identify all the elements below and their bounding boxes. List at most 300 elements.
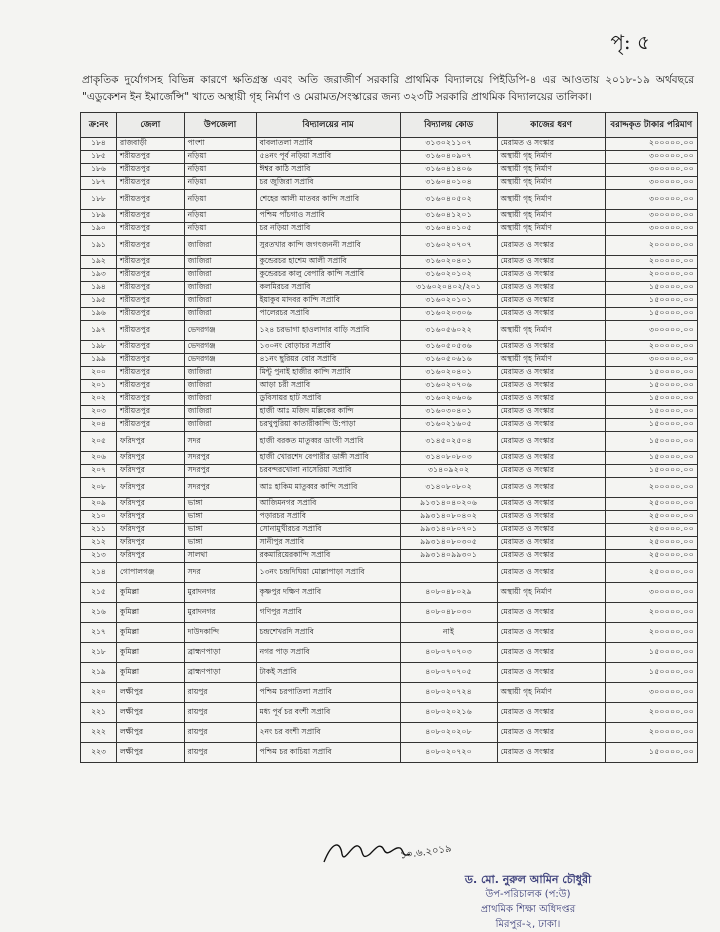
table-row <box>81 354 698 367</box>
table-row <box>81 138 698 151</box>
table-row <box>81 683 698 703</box>
row-serial: ২০৪ <box>81 419 117 432</box>
row-school-name: ঈশ্বর কাঠি সপ্রাবি <box>256 164 400 177</box>
row-work-type: মেরামত ও সংস্কার <box>497 432 605 452</box>
row-serial: ১৮৯ <box>81 210 117 223</box>
row-serial: ২১৯ <box>81 663 117 683</box>
row-district: শরীয়তপুর <box>117 367 185 380</box>
row-serial: ২২২ <box>81 723 117 743</box>
table-row <box>81 190 698 210</box>
row-upazila: নড়িয়া <box>184 190 256 210</box>
row-district: শরীয়তপুর <box>117 236 185 256</box>
row-work-type: মেরামত ও সংস্কার <box>497 603 605 623</box>
row-school-code: ৯১৩১৪০৪০২০৬ <box>400 498 497 511</box>
table-header-row <box>81 113 698 138</box>
row-serial: ১৯৪ <box>81 282 117 295</box>
row-amount: ৩০০০০০.০০ <box>605 354 697 367</box>
row-district: কুমিল্লা <box>117 623 185 643</box>
row-work-type: মেরামত ও সংস্কার <box>497 269 605 282</box>
row-school-name: হাজী আঃ মজিদ মল্লিকের কান্দি <box>256 406 400 419</box>
row-work-type: মেরামত ও সংস্কার <box>497 623 605 643</box>
row-work-type: মেরামত ও সংস্কার <box>497 743 605 763</box>
row-school-code: ৩১৬০৪০১০৫ <box>400 223 497 236</box>
table-row <box>81 498 698 511</box>
row-upazila: জাজিরা <box>184 282 256 295</box>
row-amount: ৩০০০০০.০০ <box>605 683 697 703</box>
row-work-type: মেরামত ও সংস্কার <box>497 380 605 393</box>
row-school-code: ৩১৬০৪১৪০৬ <box>400 164 497 177</box>
row-amount: ৩০০০০০.০০ <box>605 210 697 223</box>
row-school-name: ১৩নং চন্দ্রদিঘিয়া মোল্লাপাড়া সপ্রাবি <box>256 563 400 583</box>
row-school-code <box>400 563 497 583</box>
row-district: লক্ষীপুর <box>117 683 185 703</box>
row-school-name: মধ্য পূর্ব চর বংশী সপ্রাবি <box>256 703 400 723</box>
row-amount: ২৫০০০০.০০ <box>605 537 697 550</box>
row-amount: ২০০০০০.০০ <box>605 138 697 151</box>
table-row <box>81 478 698 498</box>
row-amount: ২০০০০০.০০ <box>605 236 697 256</box>
row-work-type: মেরামত ও সংস্কার <box>497 341 605 354</box>
table-row <box>81 282 698 295</box>
row-school-code: ৪০৮০২০২১৬ <box>400 703 497 723</box>
row-work-type: মেরামত ও সংস্কার <box>497 643 605 663</box>
row-upazila: নড়িয়া <box>184 223 256 236</box>
row-district: গোপালগঞ্জ <box>117 563 185 583</box>
row-amount: ১৫০০০০.০০ <box>605 295 697 308</box>
row-amount: ১৫০০০০.০০ <box>605 432 697 452</box>
row-amount: ২৫০০০০.০০ <box>605 511 697 524</box>
row-work-type: মেরামত ও সংস্কার <box>497 550 605 563</box>
row-work-type: মেরামত ও সংস্কার <box>497 703 605 723</box>
row-district: শরীয়তপুর <box>117 151 185 164</box>
row-school-code: ৩১৪০৮০৮০৩ <box>400 452 497 465</box>
table-row <box>81 164 698 177</box>
row-district: শরীয়তপুর <box>117 269 185 282</box>
table-row <box>81 663 698 683</box>
row-work-type: অস্থায়ী গৃহ নির্মাণ <box>497 210 605 223</box>
row-amount: ২৫০০০০.০০ <box>605 550 697 563</box>
row-work-type: অস্থায়ী গৃহ নির্মাণ <box>497 683 605 703</box>
row-school-name: টাকই সপ্রাবি <box>256 663 400 683</box>
row-school-name: পশ্চিম চর কাচিয়া সপ্রাবি <box>256 743 400 763</box>
row-amount: ৩০০০০০.০০ <box>605 583 697 603</box>
row-work-type: মেরামত ও সংস্কার <box>497 406 605 419</box>
row-district: ফরিদপুর <box>117 498 185 511</box>
row-school-code: ৩১৬০২০৩০৬ <box>400 308 497 321</box>
row-serial: ২১৩ <box>81 550 117 563</box>
row-school-name: ১২৪ চরভাগা হাওলাদার বাড়ি সপ্রাবি <box>256 321 400 341</box>
row-upazila: জাজিরা <box>184 295 256 308</box>
row-school-code: ৩১৬০৪০৫০২ <box>400 190 497 210</box>
row-school-name: চর নড়িয়া সপ্রাবি <box>256 223 400 236</box>
row-upazila: ভেদরগঞ্জ <box>184 354 256 367</box>
row-serial: ২০৬ <box>81 452 117 465</box>
row-upazila: ভেদরগঞ্জ <box>184 341 256 354</box>
row-district: শরীয়তপুর <box>117 256 185 269</box>
row-work-type: অস্থায়ী গৃহ নির্মাণ <box>497 190 605 210</box>
row-upazila: সদর <box>184 563 256 583</box>
signature-date: ১০.৬.২০১৯ <box>399 843 453 862</box>
table-row <box>81 177 698 190</box>
row-upazila: জাজিরা <box>184 406 256 419</box>
row-amount: ১৫০০০০.০০ <box>605 367 697 380</box>
row-work-type: মেরামত ও সংস্কার <box>497 563 605 583</box>
row-district: শরীয়তপুর <box>117 223 185 236</box>
table-row <box>81 256 698 269</box>
stamp-name: ড. মো. নুরুল আমিন চৌধুরী <box>464 873 592 886</box>
row-district: লক্ষীপুর <box>117 703 185 723</box>
row-district: শরীয়তপুর <box>117 190 185 210</box>
row-upazila: জাজিরা <box>184 367 256 380</box>
row-work-type: অস্থায়ী গৃহ নির্মাণ <box>497 151 605 164</box>
table-row <box>81 603 698 623</box>
table-row <box>81 743 698 763</box>
row-school-code: ৩১৬০৩০৪০১ <box>400 406 497 419</box>
row-school-name: ইয়াকুব মাদবর কান্দি সপ্রাবি <box>256 295 400 308</box>
table-row <box>81 406 698 419</box>
row-district: লক্ষীপুর <box>117 723 185 743</box>
table-row <box>81 151 698 164</box>
row-district: রাজবাড়ী <box>117 138 185 151</box>
row-serial: ২০১ <box>81 380 117 393</box>
row-serial: ১৯৫ <box>81 295 117 308</box>
row-school-code: ৯৯৩১৪০৮০৭০১ <box>400 524 497 537</box>
row-amount: ২০০০০০.০০ <box>605 623 697 643</box>
row-school-code: ৯৯৩১৪০৯৯৩০১ <box>400 550 497 563</box>
row-school-name: আজিমনগর সপ্রাবি <box>256 498 400 511</box>
row-serial: ২১০ <box>81 511 117 524</box>
row-school-code: ৩১৪৫০২৫০৪ <box>400 432 497 452</box>
row-amount: ৩০০০০০.০০ <box>605 164 697 177</box>
row-school-name: হাজী খোরশেদ বেপারীর ডাঙ্গী সপ্রাবি <box>256 452 400 465</box>
row-serial: ১৮৬ <box>81 164 117 177</box>
row-school-code: ৩১৬০২০১০১ <box>400 295 497 308</box>
row-school-code: ৩১৬০৪০১০৪ <box>400 177 497 190</box>
row-school-code: ৪০৮০৭০৭০৩ <box>400 643 497 663</box>
row-school-name: ডুবিসায়র হাট সপ্রাবি <box>256 393 400 406</box>
row-amount: ১৫০০০০.০০ <box>605 380 697 393</box>
row-work-type: মেরামত ও সংস্কার <box>497 723 605 743</box>
row-school-name: বাবলাতলা সপ্রাবি <box>256 138 400 151</box>
row-school-name: সানীপুর সপ্রাবি <box>256 537 400 550</box>
row-work-type: অস্থায়ী গৃহ নির্মাণ <box>497 223 605 236</box>
row-upazila: ভাঙ্গা <box>184 498 256 511</box>
row-district: শরীয়তপুর <box>117 341 185 354</box>
table-row <box>81 583 698 603</box>
row-school-code: ৩১৬০৫০৫৩৬ <box>400 341 497 354</box>
row-school-code: ৩১৬০২০৪০১ <box>400 256 497 269</box>
row-district: শরীয়তপুর <box>117 282 185 295</box>
row-work-type: মেরামত ও সংস্কার <box>497 393 605 406</box>
table-row <box>81 295 698 308</box>
row-amount: ২০০০০০.০০ <box>605 703 697 723</box>
row-work-type: মেরামত ও সংস্কার <box>497 465 605 478</box>
row-school-code: ৩১৬০৪০৯০৭ <box>400 151 497 164</box>
row-serial: ২২১ <box>81 703 117 723</box>
table-row <box>81 465 698 478</box>
row-district: শরীয়তপুর <box>117 308 185 321</box>
table-row <box>81 393 698 406</box>
row-school-code: ৩১৬০২০১০২ <box>400 269 497 282</box>
row-work-type: অস্থায়ী গৃহ নির্মাণ <box>497 583 605 603</box>
row-work-type: অস্থায়ী গৃহ নির্মাণ <box>497 164 605 177</box>
row-amount: ১৫০০০০.০০ <box>605 308 697 321</box>
row-school-name: হাজী বরকত মাতুব্বর ডাংগী সপ্রাবি <box>256 432 400 452</box>
row-serial: ২১৮ <box>81 643 117 663</box>
row-serial: ২০৭ <box>81 465 117 478</box>
row-school-name: ৪১নং ছুরিয়র বোর সপ্রাবি <box>256 354 400 367</box>
table-row <box>81 524 698 537</box>
row-upazila: ব্রাহ্মণপাড়া <box>184 663 256 683</box>
row-amount: ২৫০০০০.০০ <box>605 498 697 511</box>
row-district: কুমিল্লা <box>117 583 185 603</box>
row-school-name: শেহের আলী মাতবর কান্দি সপ্রাবি <box>256 190 400 210</box>
table-row <box>81 452 698 465</box>
row-amount: ৩০০০০০.০০ <box>605 190 697 210</box>
row-district: ফরিদপুর <box>117 511 185 524</box>
row-school-name: ২নং চর বংশী সপ্রাবি <box>256 723 400 743</box>
row-school-name: কলমিরচর সপ্রাবি <box>256 282 400 295</box>
row-amount: ২০০০০০.০০ <box>605 478 697 498</box>
row-school-code: ৩১৪০৮০৮০২ <box>400 478 497 498</box>
row-school-name: গণিপুর সপ্রাবি <box>256 603 400 623</box>
row-amount: ১৫০০০০.০০ <box>605 393 697 406</box>
row-serial: ২০৮ <box>81 478 117 498</box>
row-amount: ১৫০০০০.০০ <box>605 663 697 683</box>
row-school-code: ৩১৬০২১৬০৫ <box>400 419 497 432</box>
row-work-type: মেরামত ও সংস্কার <box>497 524 605 537</box>
row-school-name: চর জুজিরা সপ্রাবি <box>256 177 400 190</box>
row-upazila: জাজিরা <box>184 393 256 406</box>
row-upazila: সদরপুর <box>184 452 256 465</box>
row-district: ফরিদপুর <box>117 550 185 563</box>
row-upazila: সদরপুর <box>184 465 256 478</box>
row-amount: ২৫০০০০.০০ <box>605 524 697 537</box>
row-serial: ১৯৯ <box>81 354 117 367</box>
row-serial: ১৮৫ <box>81 151 117 164</box>
row-district: শরীয়তপুর <box>117 406 185 419</box>
row-school-name: চন্দ্রশেখরদি সপ্রাবি <box>256 623 400 643</box>
row-school-name: আড়া চরী সপ্রাবি <box>256 380 400 393</box>
row-upazila: নড়িয়া <box>184 210 256 223</box>
row-upazila: সদরপুর <box>184 478 256 498</box>
row-school-code: ৩১৬০২০৭০৬ <box>400 380 497 393</box>
school-allocation-table <box>80 112 698 763</box>
row-work-type: মেরামত ও সংস্কার <box>497 282 605 295</box>
row-serial: ১৯৬ <box>81 308 117 321</box>
row-work-type: অস্থায়ী গৃহ নির্মাণ <box>497 177 605 190</box>
row-school-name: পড়ারচর সপ্রাবি <box>256 511 400 524</box>
row-upazila: জাজিরা <box>184 269 256 282</box>
row-work-type: মেরামত ও সংস্কার <box>497 537 605 550</box>
row-district: কুমিল্লা <box>117 663 185 683</box>
row-serial: ১৯৩ <box>81 269 117 282</box>
row-upazila: ভাঙ্গা <box>184 511 256 524</box>
row-school-code: ৪০৮০৭০৭০৫ <box>400 663 497 683</box>
row-serial: ২২৩ <box>81 743 117 763</box>
row-upazila: জাজিরা <box>184 380 256 393</box>
row-school-code: ৯৯৩১৪০৮০৪০২ <box>400 511 497 524</box>
row-serial: ২১৬ <box>81 603 117 623</box>
row-amount: ৩০০০০০.০০ <box>605 177 697 190</box>
row-district: শরীয়তপুর <box>117 164 185 177</box>
row-amount: ২০০০০০.০০ <box>605 256 697 269</box>
row-upazila: ভেদরগঞ্জ <box>184 321 256 341</box>
row-upazila: সদর <box>184 432 256 452</box>
row-school-code: ৯৯৩১৪০৮০৩০৫ <box>400 537 497 550</box>
row-upazila: ব্রাহ্মণপাড়া <box>184 643 256 663</box>
row-amount: ২০০০০০.০০ <box>605 723 697 743</box>
row-upazila: নড়িয়া <box>184 177 256 190</box>
row-school-code: ৩১৬০২০৪০২/২০১ <box>400 282 497 295</box>
row-amount: ২৫০০০০.০০ <box>605 563 697 583</box>
document-heading: প্রাকৃতিক দুর্যোগসহ বিভিন্ন কারণে ক্ষতিগ্রস্ত এবং অতি জরাজীর্ণ সরকারি প্রাথমিক বিদ্যালয়ে পিইডিপি-৪ এর আওতায় ২০১৮-১৯ অর্থবছরে "এডুকেশন ইন ইমার্জেন্সি" খাতে অস্থায়ী গৃহ নির্মাণ ও মেরামত/সংস্কারের জন্য ৩২৩টি সরকারি প্রাথমিক বিদ্যালয়ের তালিকা। <box>82 74 694 103</box>
row-work-type: মেরামত ও সংস্কার <box>497 663 605 683</box>
row-work-type: মেরামত ও সংস্কার <box>497 236 605 256</box>
table-row <box>81 308 698 321</box>
table-row <box>81 269 698 282</box>
row-upazila: জাজিরা <box>184 308 256 321</box>
row-school-code: ৩১৬০২০৭০৭ <box>400 236 497 256</box>
table-row <box>81 341 698 354</box>
row-serial: ১৮৭ <box>81 177 117 190</box>
row-serial: ২০০ <box>81 367 117 380</box>
table-row <box>81 432 698 452</box>
stamp-office: প্রাথমিক শিক্ষা অধিদপ্তর <box>480 904 576 915</box>
table-row <box>81 723 698 743</box>
row-school-name: মিন্টু পুনাই হাজীর কান্দি সপ্রাবি <box>256 367 400 380</box>
row-serial: ২০৫ <box>81 432 117 452</box>
row-district: শরীয়তপুর <box>117 295 185 308</box>
official-stamp <box>428 872 628 932</box>
row-serial: ১৯১ <box>81 236 117 256</box>
row-amount: ১৫০০০০.০০ <box>605 452 697 465</box>
row-school-name: চরখুপুরিয়া কাতারীকান্দি উ:পাড়া <box>256 419 400 432</box>
table-row <box>81 223 698 236</box>
row-amount: ২০০০০০.০০ <box>605 269 697 282</box>
row-amount: ১৫০০০০.০০ <box>605 643 697 663</box>
header-serial: ক্র:নং <box>81 113 117 138</box>
row-school-name: কুন্ডেরচর কালু বেপারি কান্দি সপ্রাবি <box>256 269 400 282</box>
row-work-type: মেরামত ও সংস্কার <box>497 498 605 511</box>
table-row <box>81 550 698 563</box>
row-school-name: কুন্ডেরচর হাশেম আলী সপ্রাবি <box>256 256 400 269</box>
row-serial: ১৯২ <box>81 256 117 269</box>
row-district: শরীয়তপুর <box>117 210 185 223</box>
row-school-code: ৪০৮০৪৮০২৯ <box>400 583 497 603</box>
row-school-code: ৩১৬০৪১২০১ <box>400 210 497 223</box>
row-school-name: আঃ হাকিম মাতুব্বর কান্দি সপ্রাবি <box>256 478 400 498</box>
row-amount: ৩০০০০০.০০ <box>605 321 697 341</box>
row-school-name: কৃষ্ণপুর দক্ষিণ সপ্রাবি <box>256 583 400 603</box>
row-upazila: জাজিরা <box>184 256 256 269</box>
row-district: ফরিদপুর <box>117 524 185 537</box>
row-school-code: ৩১৬০২০৬০৬ <box>400 393 497 406</box>
row-serial: ২১৭ <box>81 623 117 643</box>
row-upazila: ভাঙ্গা <box>184 537 256 550</box>
header-district: জেলা <box>117 113 185 138</box>
row-work-type: মেরামত ও সংস্কার <box>497 419 605 432</box>
row-district: শরীয়তপুর <box>117 354 185 367</box>
header-upazila: উপজেলা <box>184 113 256 138</box>
row-district: ফরিদপুর <box>117 465 185 478</box>
row-school-name: নগর পাড় সপ্রাবি <box>256 643 400 663</box>
row-school-name: ১৩০নং বোড়াচর সপ্রাবি <box>256 341 400 354</box>
row-school-code: নাই <box>400 623 497 643</box>
table-row <box>81 703 698 723</box>
row-school-code: ৪০৮০২০৭২৪ <box>400 683 497 703</box>
table-row <box>81 367 698 380</box>
row-serial: ১৮৮ <box>81 190 117 210</box>
table-row <box>81 321 698 341</box>
header-school-name: বিদ্যালয়ের নাম <box>256 113 400 138</box>
row-amount: ২০০০০০.০০ <box>605 603 697 623</box>
row-work-type: অস্থায়ী গৃহ নির্মাণ <box>497 354 605 367</box>
row-work-type: মেরামত ও সংস্কার <box>497 308 605 321</box>
row-school-code: ৪০৮০২০২০৮ <box>400 723 497 743</box>
row-work-type: মেরামত ও সংস্কার <box>497 511 605 524</box>
row-serial: ১৯৮ <box>81 341 117 354</box>
row-upazila: পাংশা <box>184 138 256 151</box>
table-row <box>81 537 698 550</box>
row-serial: ২১২ <box>81 537 117 550</box>
table-row <box>81 511 698 524</box>
row-amount: ১৫০০০০.০০ <box>605 406 697 419</box>
row-serial: ১৯০ <box>81 223 117 236</box>
row-upazila: রায়পুর <box>184 743 256 763</box>
row-serial: ১৯৭ <box>81 321 117 341</box>
row-district: শরীয়তপুর <box>117 419 185 432</box>
row-amount: ১৫০০০০.০০ <box>605 282 697 295</box>
row-upazila: জাজিরা <box>184 236 256 256</box>
row-district: ফরিদপুর <box>117 452 185 465</box>
row-upazila: জাজিরা <box>184 419 256 432</box>
row-district: ফরিদপুর <box>117 432 185 452</box>
row-serial: ২১১ <box>81 524 117 537</box>
row-work-type: অস্থায়ী গৃহ নির্মাণ <box>497 321 605 341</box>
row-school-code: ৪০৮০২০৭২০ <box>400 743 497 763</box>
row-upazila: মুরাদনগর <box>184 603 256 623</box>
row-upazila: রায়পুর <box>184 703 256 723</box>
row-school-name: পশ্চিম পাঁচগাও সপ্রাবি <box>256 210 400 223</box>
row-work-type: মেরামত ও সংস্কার <box>497 256 605 269</box>
row-school-code: ৩১৩০২১১০৭ <box>400 138 497 151</box>
row-school-name: সুরতখার কান্দি জগৎজননী সপ্রাবি <box>256 236 400 256</box>
row-school-code: ৩১৬০৫৬০২২ <box>400 321 497 341</box>
row-amount: ৩০০০০০.০০ <box>605 151 697 164</box>
row-school-name: চরবন্দরখোলা নাসেরিয়া সপ্রাবি <box>256 465 400 478</box>
row-work-type: মেরামত ও সংস্কার <box>497 478 605 498</box>
row-district: শরীয়তপুর <box>117 177 185 190</box>
table-row <box>81 623 698 643</box>
row-upazila: নড়িয়া <box>184 164 256 177</box>
row-upazila: সালথা <box>184 550 256 563</box>
page-number: পৃ: ৫ <box>610 30 650 54</box>
row-school-name: সোনামুখীরচর সপ্রাবি <box>256 524 400 537</box>
header-school-code: বিদ্যালয় কোড <box>400 113 497 138</box>
row-amount: ১৫০০০০.০০ <box>605 743 697 763</box>
row-work-type: মেরামত ও সংস্কার <box>497 295 605 308</box>
row-serial: ২০৯ <box>81 498 117 511</box>
row-school-code: ৩১৬০২০৪০১ <box>400 367 497 380</box>
row-upazila: রায়পুর <box>184 723 256 743</box>
row-work-type: মেরামত ও সংস্কার <box>497 452 605 465</box>
row-district: ফরিদপুর <box>117 537 185 550</box>
row-district: কুমিল্লা <box>117 603 185 623</box>
header-allocated-amount: বরাদ্দকৃত টাকার পরিমাণ <box>605 113 697 138</box>
row-upazila: ভাঙ্গা <box>184 524 256 537</box>
row-serial: ২১৪ <box>81 563 117 583</box>
